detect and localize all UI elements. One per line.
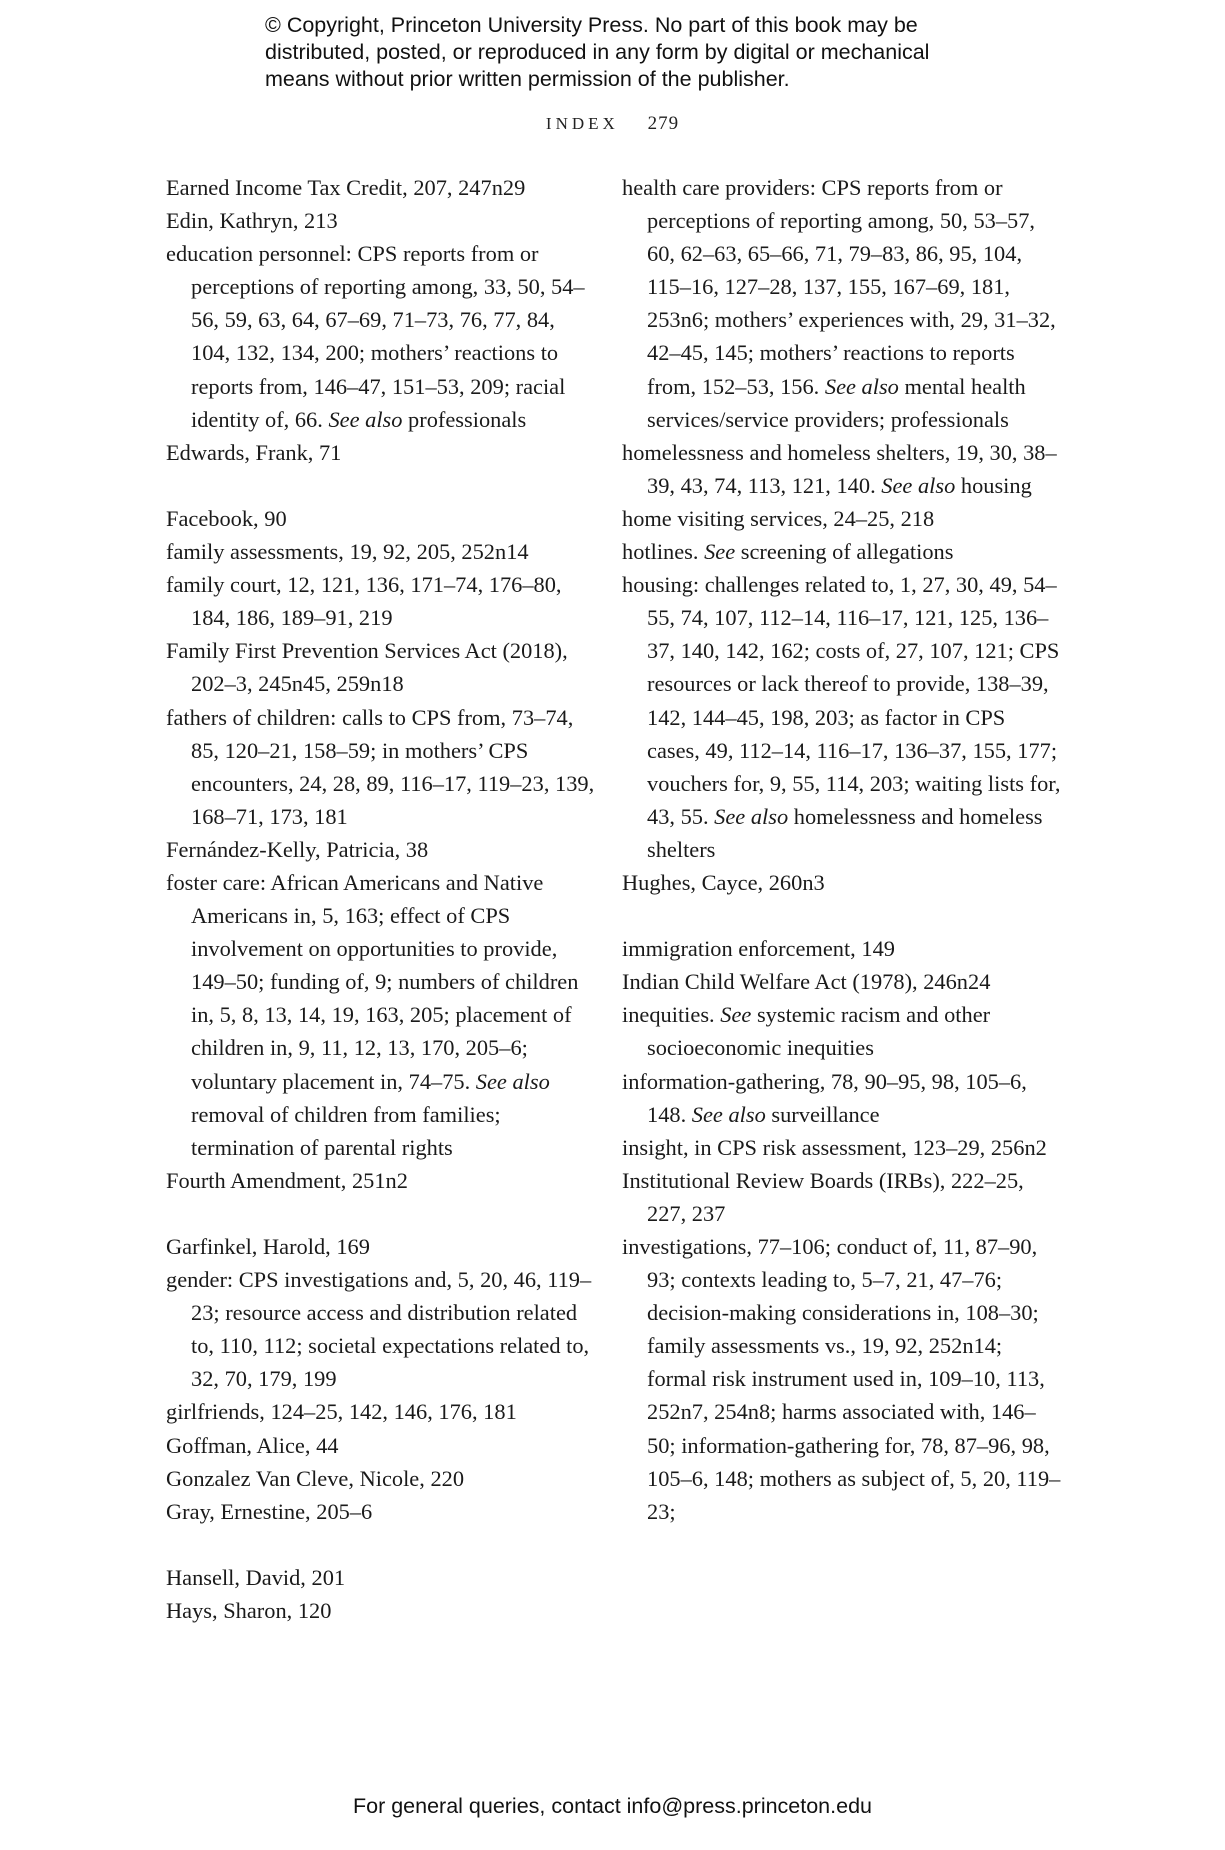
index-entry-home-visiting bbox=[622, 502, 1062, 535]
page-number: 279 bbox=[647, 113, 680, 134]
entry-text: Facebook, 90 bbox=[166, 505, 287, 531]
letter-group-gap bbox=[166, 1528, 596, 1561]
cross-reference-label: See bbox=[704, 539, 736, 565]
index-entry-gender bbox=[166, 1263, 596, 1395]
index-entry-garfinkel bbox=[166, 1230, 596, 1263]
entry-text: family assessments, 19, 92, 205, 252n14 bbox=[166, 539, 529, 565]
entry-text: investigations, 77–106; conduct of, 11, 87–90, 93; contexts leading to, 5–7, 21, 47–76; decision-making considerations in, 108–30; family assessments vs., 19, 92, 252n14; formal risk instrument used in, 109–10, 113, 252n7, 254n8; harms associated with, 146–50; information-gathering for, 78, 87–96, 98, 105–6, 148; mothers as subject of, 5, 20, 119–23; bbox=[622, 1234, 1061, 1524]
entry-text: homelessness and homeless shelters, 19, 30, 38–39, 43, 74, 113, 121, 140. bbox=[622, 439, 1057, 498]
index-entry-girlfriends bbox=[166, 1395, 596, 1428]
entry-text: Goffman, Alice, 44 bbox=[166, 1432, 339, 1458]
entry-text: girlfriends, 124–25, 142, 146, 176, 181 bbox=[166, 1399, 517, 1425]
copyright-line: means without prior written permission of the publisher. bbox=[265, 67, 790, 91]
entry-text: hotlines. bbox=[622, 539, 705, 565]
index-column-left bbox=[166, 171, 596, 1627]
index-entry-foster-care bbox=[166, 866, 596, 1164]
cross-reference-label: See also bbox=[328, 406, 403, 432]
entry-text: housing: challenges related to, 1, 27, 30, 49, 54–55, 74, 107, 112–14, 116–17, 121, 125, 136–37, 140, 142, 162; costs of, 27, 107, 121; CPS resources or lack thereof to provide, 138–39, 142, 144–45, 198, 203; as factor in CPS cases, 49, 112–14, 116–17, 136–37, 155, 177; vouchers for, 9, 55, 114, 203; waiting lists for, 43, 55. bbox=[622, 572, 1061, 829]
entry-text: Hays, Sharon, 120 bbox=[166, 1598, 332, 1624]
index-entry-hughes bbox=[622, 866, 1062, 899]
contact-footer: For general queries, contact info@press.princeton.edu bbox=[352, 1794, 872, 1818]
copyright-line: distributed, posted, or reproduced in any form by digital or mechanical bbox=[265, 40, 930, 64]
index-column-right bbox=[622, 171, 1062, 1528]
section-label: INDEX bbox=[545, 114, 619, 133]
cross-reference-label: See also bbox=[475, 1068, 550, 1094]
entry-text: family court, 12, 121, 136, 171–74, 176–80, 184, 186, 189–91, 219 bbox=[166, 572, 562, 631]
copyright-notice bbox=[265, 12, 1005, 93]
entry-text: Gonzalez Van Cleve, Nicole, 220 bbox=[166, 1465, 465, 1491]
index-entry-irbs bbox=[622, 1164, 1062, 1230]
index-entry-icwa bbox=[622, 965, 1062, 998]
entry-text: Hughes, Cayce, 260n3 bbox=[622, 869, 825, 895]
cross-reference-label: See also bbox=[824, 373, 899, 399]
entry-text: insight, in CPS risk assessment, 123–29, 256n2 bbox=[622, 1134, 1047, 1160]
cross-reference-target: systemic racism and other socioeconomic inequities bbox=[647, 1002, 991, 1061]
cross-reference-target: surveillance bbox=[765, 1101, 880, 1127]
cross-reference-target: homelessness and homeless shelters bbox=[647, 803, 1043, 862]
index-entry-facebook bbox=[166, 502, 596, 535]
entry-text: Indian Child Welfare Act (1978), 246n24 bbox=[622, 969, 991, 995]
index-entry-gonzalez-van-cleve bbox=[166, 1462, 596, 1495]
index-entry-edwards bbox=[166, 436, 596, 469]
index-entry-family-court bbox=[166, 568, 596, 634]
entry-text: health care providers: CPS reports from or perceptions of reporting among, 50, 53–57, 60, 62–63, 65–66, 71, 79–83, 86, 95, 104, 115–16, 127–28, 137, 155, 167–69, 181, 253n6; mothers’ experiences with, 29, 31–32, 42–45, 145; mothers’ reactions to reports from, 152–53, 156. bbox=[622, 175, 1056, 399]
cross-reference-target: professionals bbox=[402, 406, 527, 432]
index-entry-insight bbox=[622, 1131, 1062, 1164]
index-entry-earned-income bbox=[166, 171, 596, 204]
index-entry-inequities bbox=[622, 998, 1062, 1064]
index-entry-homelessness bbox=[622, 436, 1062, 502]
index-entry-housing bbox=[622, 568, 1062, 866]
copyright-line: © Copyright, Princeton University Press. No part of this book may be bbox=[265, 13, 918, 37]
entry-text: Edin, Kathryn, 213 bbox=[166, 208, 338, 234]
index-entry-fourth-amendment bbox=[166, 1164, 596, 1197]
index-entry-investigations bbox=[622, 1230, 1062, 1528]
index-entry-fernandez-kelly bbox=[166, 833, 596, 866]
cross-reference-label: See also bbox=[691, 1101, 766, 1127]
index-entry-health-care-providers bbox=[622, 171, 1062, 436]
running-head bbox=[0, 113, 1225, 135]
entry-text: foster care: African Americans and Native Americans in, 5, 163; effect of CPS involvement on opportunities to provide, 149–50; funding of, 9; numbers of children in, 5, 8, 13, 14, 19, 163, 205; placement of children in, 9, 11, 12, 13, 170, 205–6; voluntary placement in, 74–75. bbox=[166, 869, 579, 1094]
index-entry-family-assessments bbox=[166, 535, 596, 568]
index-entry-immigration bbox=[622, 932, 1062, 965]
index-entry-goffman bbox=[166, 1429, 596, 1462]
index-entry-hays bbox=[166, 1594, 596, 1627]
entry-text: Edwards, Frank, 71 bbox=[166, 439, 342, 465]
entry-text: Institutional Review Boards (IRBs), 222–25, 227, 237 bbox=[622, 1167, 1024, 1226]
entry-text: Family First Prevention Services Act (2018), 202–3, 245n45, 259n18 bbox=[166, 638, 568, 697]
entry-text: Fernández-Kelly, Patricia, 38 bbox=[166, 836, 429, 862]
letter-group-gap bbox=[166, 469, 596, 502]
cross-reference-target: removal of children from families; termination of parental rights bbox=[191, 1101, 501, 1160]
entry-text: education personnel: CPS reports from or perceptions of reporting among, 33, 50, 54–56, 59, 63, 64, 67–69, 71–73, 76, 77, 84, 104, 132, 134, 200; mothers’ reactions to reports from, 146–47, 151–53, 209; racial identity of, 66. bbox=[166, 241, 585, 432]
cross-reference-target: screening of allegations bbox=[735, 539, 954, 565]
index-entry-family-first bbox=[166, 634, 596, 700]
index-entry-fathers bbox=[166, 701, 596, 833]
cross-reference-target: mental health services/service providers; professionals bbox=[647, 373, 1026, 432]
index-entry-hotlines bbox=[622, 535, 1062, 568]
entry-text: gender: CPS investigations and, 5, 20, 46, 119–23; resource access and distribution related to, 110, 112; societal expectations related to, 32, 70, 179, 199 bbox=[166, 1267, 592, 1392]
entry-text: home visiting services, 24–25, 218 bbox=[622, 505, 935, 531]
index-entry-education-personnel bbox=[166, 237, 596, 436]
entry-text: Fourth Amendment, 251n2 bbox=[166, 1167, 408, 1193]
index-entry-edin bbox=[166, 204, 596, 237]
entry-text: Garfinkel, Harold, 169 bbox=[166, 1234, 370, 1259]
entry-text: fathers of children: calls to CPS from, 73–74, 85, 120–21, 158–59; in mothers’ CPS encounters, 24, 28, 89, 116–17, 119–23, 139, 168–71, 173, 181 bbox=[166, 704, 595, 829]
cross-reference-label: See bbox=[720, 1002, 752, 1028]
letter-group-gap bbox=[622, 899, 1062, 932]
entry-text: Hansell, David, 201 bbox=[166, 1564, 346, 1590]
cross-reference-label: See also bbox=[714, 803, 789, 829]
entry-text: information-gathering, 78, 90–95, 98, 105–6, 148. bbox=[622, 1068, 1027, 1127]
entry-text: Earned Income Tax Credit, 207, 247n29 bbox=[166, 175, 526, 200]
letter-group-gap bbox=[166, 1197, 596, 1230]
entry-text: immigration enforcement, 149 bbox=[622, 936, 895, 962]
index-entry-hansell bbox=[166, 1561, 596, 1594]
cross-reference-target: housing bbox=[955, 472, 1032, 498]
entry-text: inequities. bbox=[622, 1002, 721, 1028]
index-entry-information-gathering bbox=[622, 1065, 1062, 1131]
cross-reference-label: See also bbox=[881, 472, 956, 498]
entry-text: Gray, Ernestine, 205–6 bbox=[166, 1498, 373, 1524]
index-entry-gray bbox=[166, 1495, 596, 1528]
